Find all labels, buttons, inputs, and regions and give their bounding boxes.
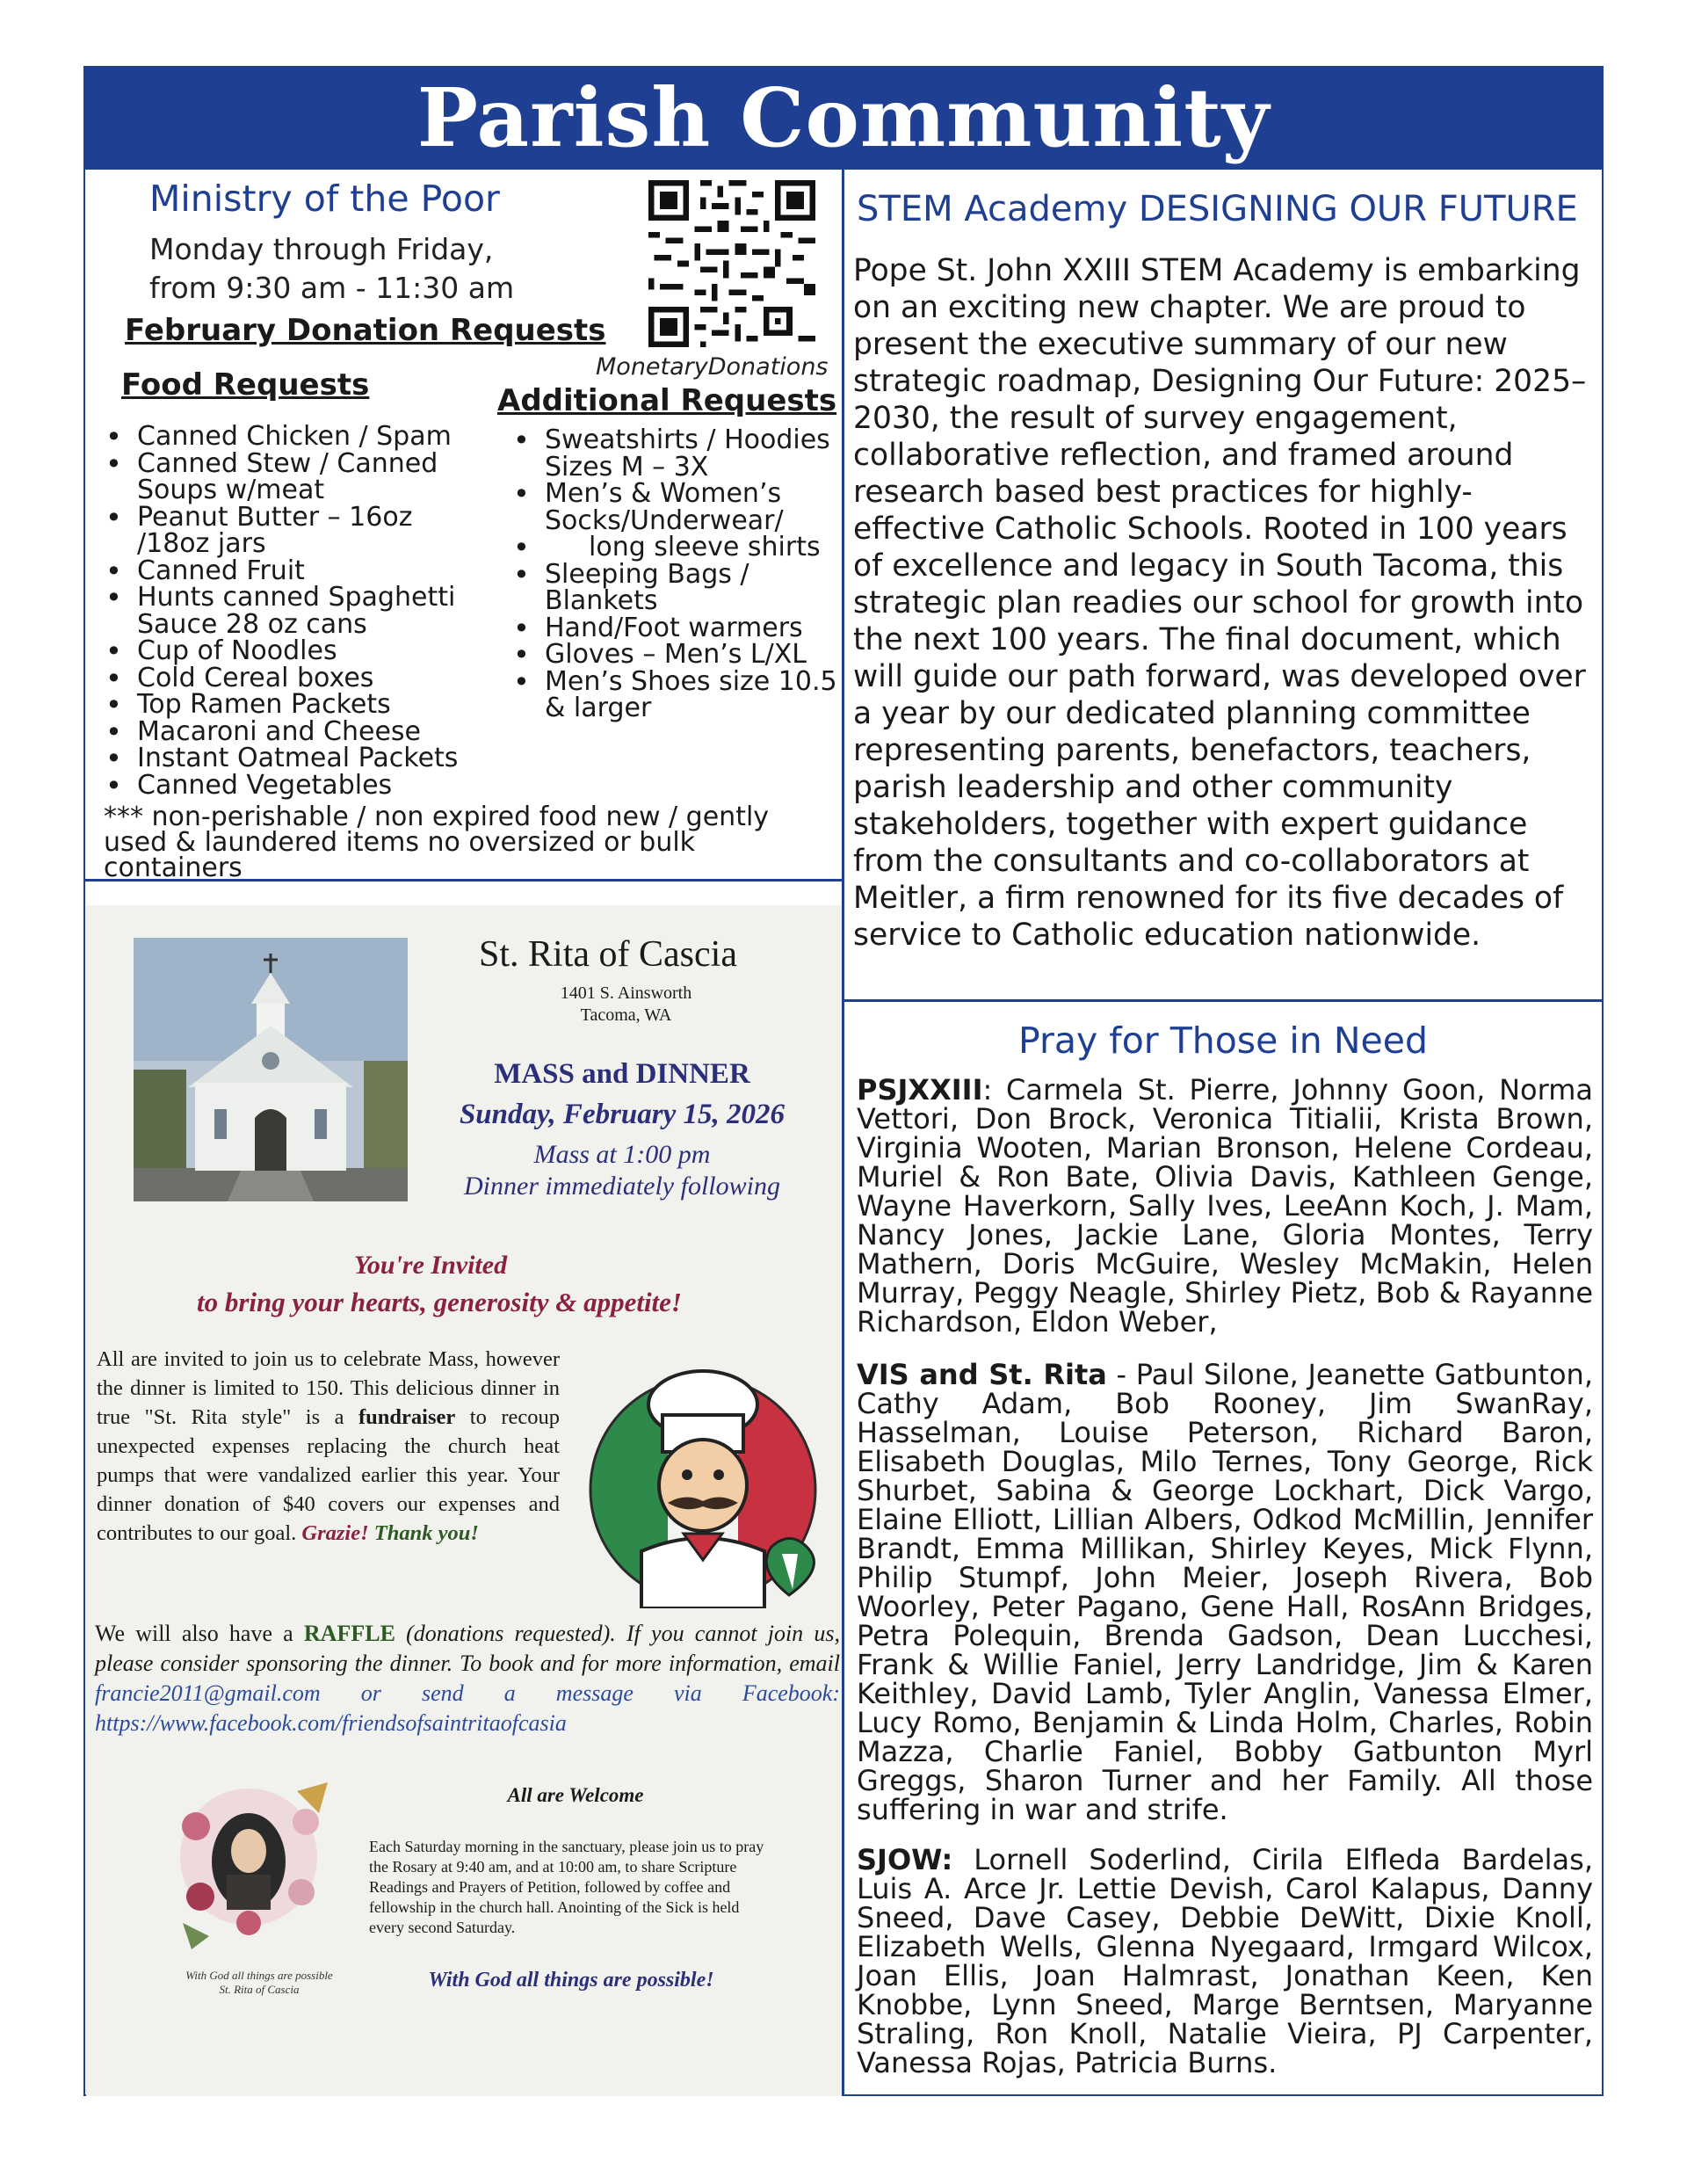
list-item: • Canned Chicken / Spam <box>105 424 492 451</box>
pray-group-label: VIS and St. Rita <box>857 1358 1107 1391</box>
stem-title: STEM Academy DESIGNING OUR FUTURE <box>857 189 1578 229</box>
pray-group-separator: - <box>1106 1358 1136 1391</box>
church-photo <box>134 938 408 1201</box>
pray-group-psj <box>857 1073 1594 1339</box>
pray-group-names: Carmela St. Pierre, Johnny Goon, Norma Vettori, Don Brock, Veronica Titialii, Krista Brown, Virginia Wooten, Marian Bronson, Helene Cordeau, Muriel & Ron Bate, Olivia Davis, Kathleen Genge, Wayne Haverkorn, Sally Ives, LeeAnn Koch, J. Mam, Nancy Jones, Jackie Lane, Gloria Montes, Terry Mathern, Doris McGuire, Wesley McMakin, Helen Murray, Peggy Neagle, Shirley Pietz, Bob & Rayanne Richardson, Eldon Weber, <box>857 1073 1594 1339</box>
pray-group-names: Lornell Soderlind, Cirila Elfleda Bardelas, Luis A. Arce Jr. Lettie Devish, Carol Kalapus, Danny Sneed, Dave Casey, Debbie DeWitt, Dixie Knoll, Elizabeth Wells, Glenna Nyegaard, Irmgard Wilcox, Joan Ellis, Joan Halmrast, Jonathan Keen, Ken Knobbe, Lynn Sneed, Marge Berntsen, Maryanne Straling, Ron Knoll, Natalie Vieira, PJ Carpenter, Vanessa Rojas, Patricia Burns. <box>857 1843 1594 2079</box>
food-requests-list <box>105 421 492 801</box>
list-item: • Cup of Noodles <box>105 638 492 665</box>
flyer-invite-line1: You're Invited <box>353 1251 508 1280</box>
qr-code[interactable] <box>648 180 815 347</box>
donation-note: *** non-perishable / non expired food new / gently used & laundered items no oversized or bulk containers <box>104 802 770 883</box>
list-item: • Sweatshirts / Hoodies Sizes M – 3X <box>513 427 838 481</box>
section-divider-right <box>844 999 1602 1002</box>
flyer-raffle <box>95 1619 840 1738</box>
flyer-grazie: Grazie! <box>301 1521 369 1545</box>
flyer-address <box>474 983 778 1027</box>
flyer-event: MASS and DINNER <box>494 1058 750 1090</box>
flyer-signature-line2: St. Rita of Cascia <box>219 1983 300 1996</box>
list-item: • Peanut Butter – 16oz /18oz jars <box>105 504 492 558</box>
flyer-mass-time: Mass at 1:00 pm <box>533 1140 711 1169</box>
pray-group-label: SJOW: <box>857 1843 953 1876</box>
flyer-signature-line1: With God all things are possible <box>185 1969 333 1982</box>
flyer-saturday-rosary: Each Saturday morning in the sanctuary, please join us to pray the Rosary at 9:40 am, and at 10:00 am, to share Scripture Readings and Prayers of Petition, followed by coffee and fellowship in the church hall. Anointing of the Sick is held every second Saturday. <box>369 1838 764 1936</box>
pray-group-sjow <box>857 1843 1594 2079</box>
flyer-date: Sunday, February 15, 2026 <box>459 1099 786 1130</box>
flyer-thanks: Thank you! <box>373 1521 479 1545</box>
list-item: • Canned Stew / Canned Soups w/meat <box>105 451 492 504</box>
list-item: • long sleeve shirts <box>513 534 838 562</box>
flyer-address-line2: Tacoma, WA <box>580 1005 672 1025</box>
flyer-dinner-note: Dinner immediately following <box>464 1172 780 1201</box>
list-item: • Men’s Shoes size 10.5 & larger <box>513 669 838 722</box>
flyer-fundraiser: fundraiser <box>358 1405 456 1429</box>
flyer-body-text: All are invited to join us to celebrate Mass, however the dinner is limited to 150. This delicious dinner in true "St. Rita style" is a <box>97 1347 560 1429</box>
flyer-raffle-text: (donations requested). If you cannot join us, please consider sponsoring the dinner. To book and for more information, email <box>95 1621 840 1676</box>
additional-requests-title: Additional Requests <box>497 383 837 418</box>
pray-group-names: Paul Silone, Jeanette Gatbunton, Cathy Adam, Bob Rooney, Jim SwanRay, Hasselman, Louise Peterson, Richard Baron, Elisabeth Douglas, Milo Ternes, Tony George, Rick Shurbet, Sabina & George Lockhart, Dick Vargo, Elaine Elliott, Lillian Albers, Odkod McMillin, Jennifer Brandt, Emma Millikan, Shirley Keyes, Mick Flynn, Philip Stumpf, John Meier, Joseph Rivera, Bob Woorley, Peter Pagano, Gene Hall, RosAnn Bridges, Petra Polequin, Brenda Gadson, Dean Lucchesi, Frank & Willie Faniel, Jerry Landridge, Jim & Karen Keithley, David Lamb, Tyler Anglin, Vanessa Elmer, Lucy Romo, Benjamin & Linda Holm, Charles, Robin Mazza, Charlie Faniel, Bobby Gatbunton Myrl Greggs, Sharon Turner and her Family. All those suffering in war and strife. <box>857 1358 1594 1826</box>
flyer-address-line1: 1401 S. Ainsworth <box>560 983 692 1003</box>
flyer-contact-link[interactable]: francie2011@gmail.com or send a message via Facebook: https://www.facebook.com/friendsofsaintritaofcasia <box>95 1680 840 1736</box>
february-requests-title: February Donation Requests <box>125 313 606 348</box>
list-item: • Hunts canned Spaghetti Sauce 28 oz cans <box>105 584 492 638</box>
flyer-signature <box>185 1969 334 1997</box>
list-item: • Canned Vegetables <box>105 773 492 800</box>
flyer-church-name: St. Rita of Cascia <box>479 934 737 975</box>
pray-group-vis <box>857 1360 1593 1825</box>
food-requests-title: Food Requests <box>121 367 370 403</box>
flyer-welcome: All are Welcome <box>507 1784 644 1806</box>
qr-caption: MonetaryDonations <box>596 353 829 381</box>
chef-illustration <box>571 1353 835 1608</box>
list-item: • Macaroni and Cheese <box>105 719 492 746</box>
flyer-closing: With God all things are possible! <box>428 1969 714 1992</box>
ministry-title: Ministry of the Poor <box>149 178 500 220</box>
list-item: • Instant Oatmeal Packets <box>105 745 492 773</box>
st-rita-portrait <box>165 1774 341 1984</box>
list-item: • Cold Cereal boxes <box>105 665 492 693</box>
stem-body: Pope St. John XXIII STEM Academy is embarking on an exciting new chapter. We are proud to present the executive summary of our new strategic roadmap, Designing Our Future: 2025–2030, the result of survey engagement, collaborative reflection, and framed around research based best practices for highly-effective Catholic Schools. Rooted in 100 years of excellence and legacy in South Tacoma, this strategic plan readies our school for growth into the next 100 years. The final document, which will guide our path forward, was developed over a year by our dedicated planning committee representing parents, benefactors, teachers, parish leadership and other community stakeholders, together with expert guidance from the consultants and co-collaborators at Meitler, a firm renowned for its five decades of service to Catholic education nationwide. <box>853 253 1587 953</box>
flyer-raffle-text: We will also have a <box>95 1621 304 1646</box>
ministry-hours-line1: Monday through Friday, <box>149 232 494 266</box>
list-item: • Top Ramen Packets <box>105 692 492 719</box>
pray-title: Pray for Those in Need <box>1018 1019 1428 1062</box>
flyer-body <box>97 1345 560 1548</box>
flyer-invite-line2: to bring your hearts, generosity & appetite! <box>197 1287 682 1317</box>
ministry-hours <box>149 230 514 308</box>
pray-group-separator: : <box>982 1073 1007 1107</box>
list-item: • Men’s & Women’s Socks/Underwear/ <box>513 481 838 534</box>
list-item: • Canned Fruit <box>105 558 492 585</box>
list-item: • Gloves – Men’s L/XL <box>513 642 838 669</box>
flyer-body-text: to recoup unexpected expenses replacing the church heat pumps that were vandalized earlier this year. Your dinner donation of $40 covers our expenses and contributes to our goal. <box>97 1405 560 1545</box>
page-title: Parish Community <box>83 66 1604 170</box>
ministry-hours-line2: from 9:30 am - 11:30 am <box>149 271 515 305</box>
pray-group-label: PSJXXIII <box>857 1073 983 1107</box>
column-divider <box>842 170 844 2096</box>
list-item: • Sleeping Bags / Blankets <box>513 562 838 615</box>
flyer-raffle-label: RAFFLE <box>303 1621 395 1646</box>
list-item: • Hand/Foot warmers <box>513 615 838 642</box>
additional-requests-list <box>513 424 838 723</box>
